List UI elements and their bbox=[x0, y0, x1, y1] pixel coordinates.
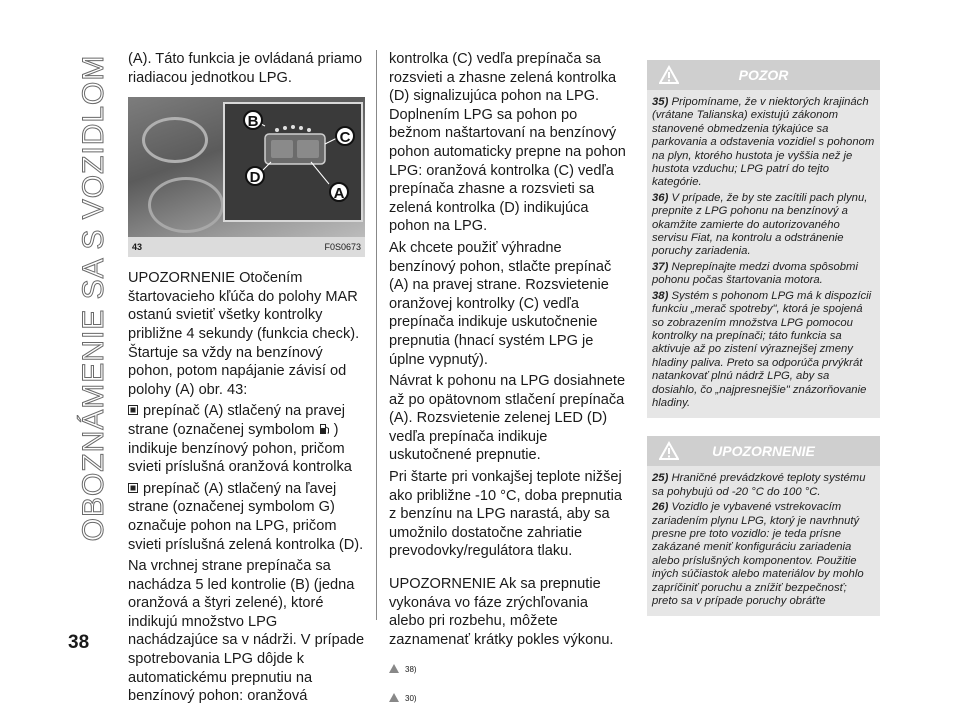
reference-text: 30) bbox=[405, 694, 417, 703]
column-2 bbox=[389, 50, 626, 709]
figure-photo bbox=[128, 97, 365, 257]
paragraph: UPOZORNENIE Ak sa prepnutie vykonáva vo fáze zrýchľovania alebo pri rozbehu, môžete zaznamenať krátky pokles výkonu. bbox=[389, 576, 614, 648]
pozor-header bbox=[647, 60, 880, 90]
note-text: Vozidlo je vybavené vstrekovacím zariadením plynu LPG, ktorý je navrhnutý presne pre toto vozidlo: je teda prísne zakázané meniť konfiguráciu zariadenia alebo príslušných komponentov. Použitie iných súčiastok alebo materiálov by mohlo zapríčiniť poruchu a znížiť bezpečnosť; preto sa v prípade poruchy obráťte bbox=[652, 501, 864, 607]
paragraph: kontrolka (C) vedľa prepínača sa rozsvieti a zhasne zelená kontrolka (D) signalizujúca pohon na LPG. Doplnením LPG sa pohon po bežnom naštartovaní na benzínový pohon automaticky prepne na pohon LPG: oranžová kontrolka (C) vedľa prepínača zhasne a rozsvieti sa zelená kontrolka (D) indikujúca pohon na LPG. bbox=[389, 51, 626, 235]
fuel-pump-icon bbox=[319, 423, 330, 435]
label-b: B bbox=[243, 110, 263, 130]
figure-code: F0S0673 bbox=[324, 242, 361, 253]
note-number: 35) bbox=[652, 96, 669, 108]
reference-item bbox=[389, 661, 626, 680]
warning-icon bbox=[389, 664, 399, 673]
paragraph: Návrat k pohonu na LPG dosiahnete až po opätovnom stlačení prepínača (A). Rozsvietenie zelenej LED (D) vedľa prepínača indikuje uskutočnené prepnutie. bbox=[389, 373, 626, 464]
warning-icon bbox=[389, 693, 399, 702]
note-item bbox=[652, 472, 875, 499]
upozornenie-body bbox=[647, 466, 880, 616]
warning-icon bbox=[659, 441, 679, 461]
note-number: 25) bbox=[652, 472, 669, 485]
page-number: 38 bbox=[68, 632, 90, 653]
bullet-text: prepínač (A) stlačený na pravej strane (označenej symbolom bbox=[128, 403, 345, 438]
note-item bbox=[652, 290, 875, 411]
note-text: V prípade, že by ste zacítili pach plynu, prepnite z LPG pohonu na benzínový a okamžite zamierte do autorizovaného servisu Fiat, na kontrolu a odstránenie poruchy zariadenia. bbox=[652, 191, 868, 258]
square-bullet-icon bbox=[128, 482, 139, 494]
cupholder-shape bbox=[142, 117, 208, 163]
label-c: C bbox=[335, 126, 355, 146]
pozor-title: POZOR bbox=[738, 67, 789, 83]
upozornenie-header bbox=[647, 436, 880, 466]
note-text: Systém s pohonom LPG má k dispozícii funkciu „merač spotreby", ktorá je spojená so zobrazením množstva LPG pomocou kontrolky na prepínači; táto funkcia sa aktivuje až po zistení výraznejšej zmeny hladiny paliva. Preto sa odporúča prvýkrát natankovať plnú nádrž LPG, aby sa dosiahlo, čo „najpresnejšie" znázorňovanie hladiny. bbox=[652, 289, 872, 409]
label-a: A bbox=[329, 182, 349, 202]
chapter-sidebar bbox=[70, 54, 118, 542]
note-text: Pripomíname, že v niektorých krajinách (vrátane Talianska) existujú zákonom stanovené obmedzenia týkajúce sa parkovania a odstavenia vozidiel s pohonom na plyn, ktorého hustota je vyššia než je hustota vzduchu; LPG patrí do tejto kategórie. bbox=[652, 96, 875, 189]
note-text: Hraničné prevádzkové teploty systému sa pohybujú od -20 °C do 100 °C. bbox=[652, 472, 866, 498]
references bbox=[389, 661, 626, 708]
column-1 bbox=[128, 50, 365, 709]
bullet-item bbox=[128, 480, 365, 554]
paragraph: (A). Táto funkcia je ovládaná priamo riadiacou jednotkou LPG. bbox=[128, 51, 363, 86]
reference-text: 38) bbox=[405, 665, 417, 675]
paragraph: Ak chcete použiť výhradne benzínový pohon, stlačte prepínač (A) na pravej strane. Rozsvietenie oranžovej kontrolky (C) vedľa prepínača indikuje uskutočnenie prepnutia (hnací systém LPG je úplne vypnutý). bbox=[389, 239, 612, 368]
bullet-text: prepínač (A) stlačený na ľavej strane (označenej symbolom G) označuje pohon na LPG, pričom svieti príslušná zelená kontrolka (D). bbox=[128, 480, 364, 553]
note-number: 36) bbox=[652, 191, 669, 204]
note-item bbox=[652, 501, 875, 608]
paragraph: UPOZORNENIE Otočením štartovacieho kľúča do polohy MAR ostanú svietiť všetky kontrolky približne 4 sekundy (funkcia check). Štartuje sa vždy na benzínový pohon, potom napájanie závisí od polohy (A) obr. 43: bbox=[128, 270, 360, 398]
bullet-item bbox=[128, 402, 365, 476]
upozornenie-title: UPOZORNENIE bbox=[712, 443, 815, 460]
note-item bbox=[652, 96, 875, 190]
paragraph: Na vrchnej strane prepínača sa nachádza 5 led kontrolie (B) (jedna oranžová a štyri zelené), ktoré indikujú množstvo LPG nachádzajúce sa v nádrži. V prípade spotrebovania LPG dôjde k automatickému prepnutiu na benzínový pohon: oranžová bbox=[128, 558, 365, 705]
note-number: 37) bbox=[652, 260, 669, 273]
paragraph: Pri štarte pri vonkajšej teplote nižšej ako približne -10 °C, doba prepnutia z benzínu na LPG narastá, aby sa umožnilo dostatočne zahriatie prevodovky/regulátora tlaku. bbox=[389, 469, 622, 560]
cupholder-shape bbox=[148, 177, 224, 233]
note-item bbox=[652, 261, 875, 288]
column-3 bbox=[647, 60, 880, 616]
figure-caption-bar bbox=[128, 237, 365, 257]
column-divider bbox=[376, 50, 377, 620]
pozor-box bbox=[647, 60, 880, 418]
square-bullet-icon bbox=[128, 404, 139, 416]
upozornenie-box bbox=[647, 436, 880, 616]
note-item bbox=[652, 192, 875, 259]
pozor-body bbox=[647, 90, 880, 418]
chapter-title: OBOZNÁMENIE SA S VOZIDLOM bbox=[77, 54, 110, 542]
label-d: D bbox=[245, 166, 265, 186]
figure-number: 43 bbox=[132, 242, 143, 253]
switch-closeup bbox=[223, 102, 363, 222]
note-text: Neprepínajte medzi dvoma spôsobmi pohonu počas štartovania motora. bbox=[652, 260, 858, 287]
reference-item bbox=[389, 690, 626, 709]
note-number: 26) bbox=[652, 501, 669, 514]
warning-icon bbox=[659, 65, 679, 85]
bullet-text: ) indikuje benzínový pohon, pričom svieti príslušná oranžová kontrolka bbox=[128, 421, 352, 476]
note-number: 38) bbox=[652, 289, 669, 302]
